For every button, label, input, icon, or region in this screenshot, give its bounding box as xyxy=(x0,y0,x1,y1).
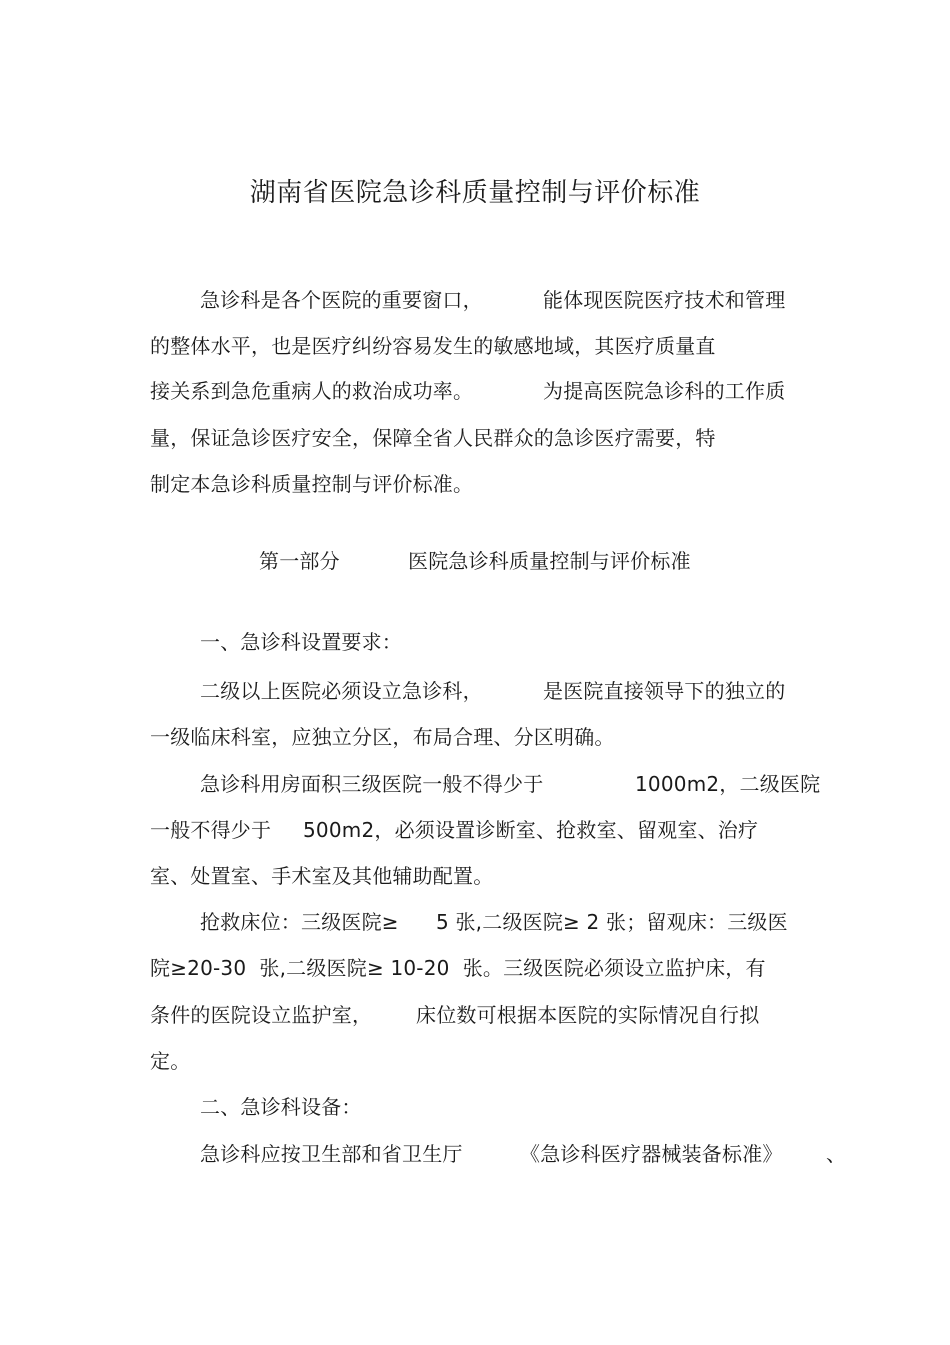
section1-p2-line3: 室、处置室、手术室及其他辅助配置。 xyxy=(150,864,494,888)
section1-p3-line3b: 床位数可根据本医院的实际情况自行拟 xyxy=(416,1003,760,1027)
section1-p1-line1b: 是医院直接领导下的独立的 xyxy=(543,679,786,703)
section1-p1-line2: 一级临床科室，应独立分区，布局合理、分区明确。 xyxy=(150,725,615,749)
section1-p3-line3a: 条件的医院设立监护室， xyxy=(150,1003,373,1027)
part-heading-label: 第一部分 xyxy=(259,549,340,573)
part-heading-text: 医院急诊科质量控制与评价标准 xyxy=(408,549,691,573)
intro-line-1a: 急诊科是各个医院的重要窗口， xyxy=(200,288,483,312)
section1-p3-line4: 定。 xyxy=(150,1049,191,1073)
section1-p3-line1a: 抢救床位：三级医院≥ xyxy=(200,910,399,934)
section1-p3-line2: 院≥20-30 张,二级医院≥ 10-20 张。三级医院必须设立监护床，有 xyxy=(150,956,766,980)
section1-heading: 一、急诊科设置要求： xyxy=(200,630,402,654)
intro-line-1b: 能体现医院医疗技术和管理 xyxy=(543,288,786,312)
intro-line-4: 量，保证急诊医疗安全，保障全省人民群众的急诊医疗需要，特 xyxy=(150,426,716,450)
intro-line-3b: 为提高医院急诊科的工作质 xyxy=(543,379,786,403)
document-title: 湖南省医院急诊科质量控制与评价标准 xyxy=(249,178,701,208)
section2-p1-line1c: 、 xyxy=(826,1142,847,1166)
intro-line-2: 的整体水平，也是医疗纠纷容易发生的敏感地域，其医疗质量直 xyxy=(150,334,716,358)
section1-p1-line1a: 二级以上医院必须设立急诊科， xyxy=(200,679,483,703)
section2-p1-line1b: 《急诊科医疗器械装备标准》 xyxy=(520,1142,783,1166)
section1-p2-line2b: 500m2，必须设置诊断室、抢救室、留观室、治疗 xyxy=(303,818,759,842)
section2-heading: 二、急诊科设备： xyxy=(200,1095,362,1119)
section1-p2-line1a: 急诊科用房面积三级医院一般不得少于 xyxy=(200,772,544,796)
intro-line-3a: 接关系到急危重病人的救治成功率。 xyxy=(150,379,474,403)
section1-p2-line1b: 1000m2，二级医院 xyxy=(635,772,821,796)
section1-p2-line2a: 一般不得少于 xyxy=(150,818,272,842)
section2-p1-line1a: 急诊科应按卫生部和省卫生厅 xyxy=(200,1142,463,1166)
intro-line-5: 制定本急诊科质量控制与评价标准。 xyxy=(150,472,474,496)
section1-p3-line1b: 5 张,二级医院≥ 2 张；留观床：三级医 xyxy=(436,910,788,934)
